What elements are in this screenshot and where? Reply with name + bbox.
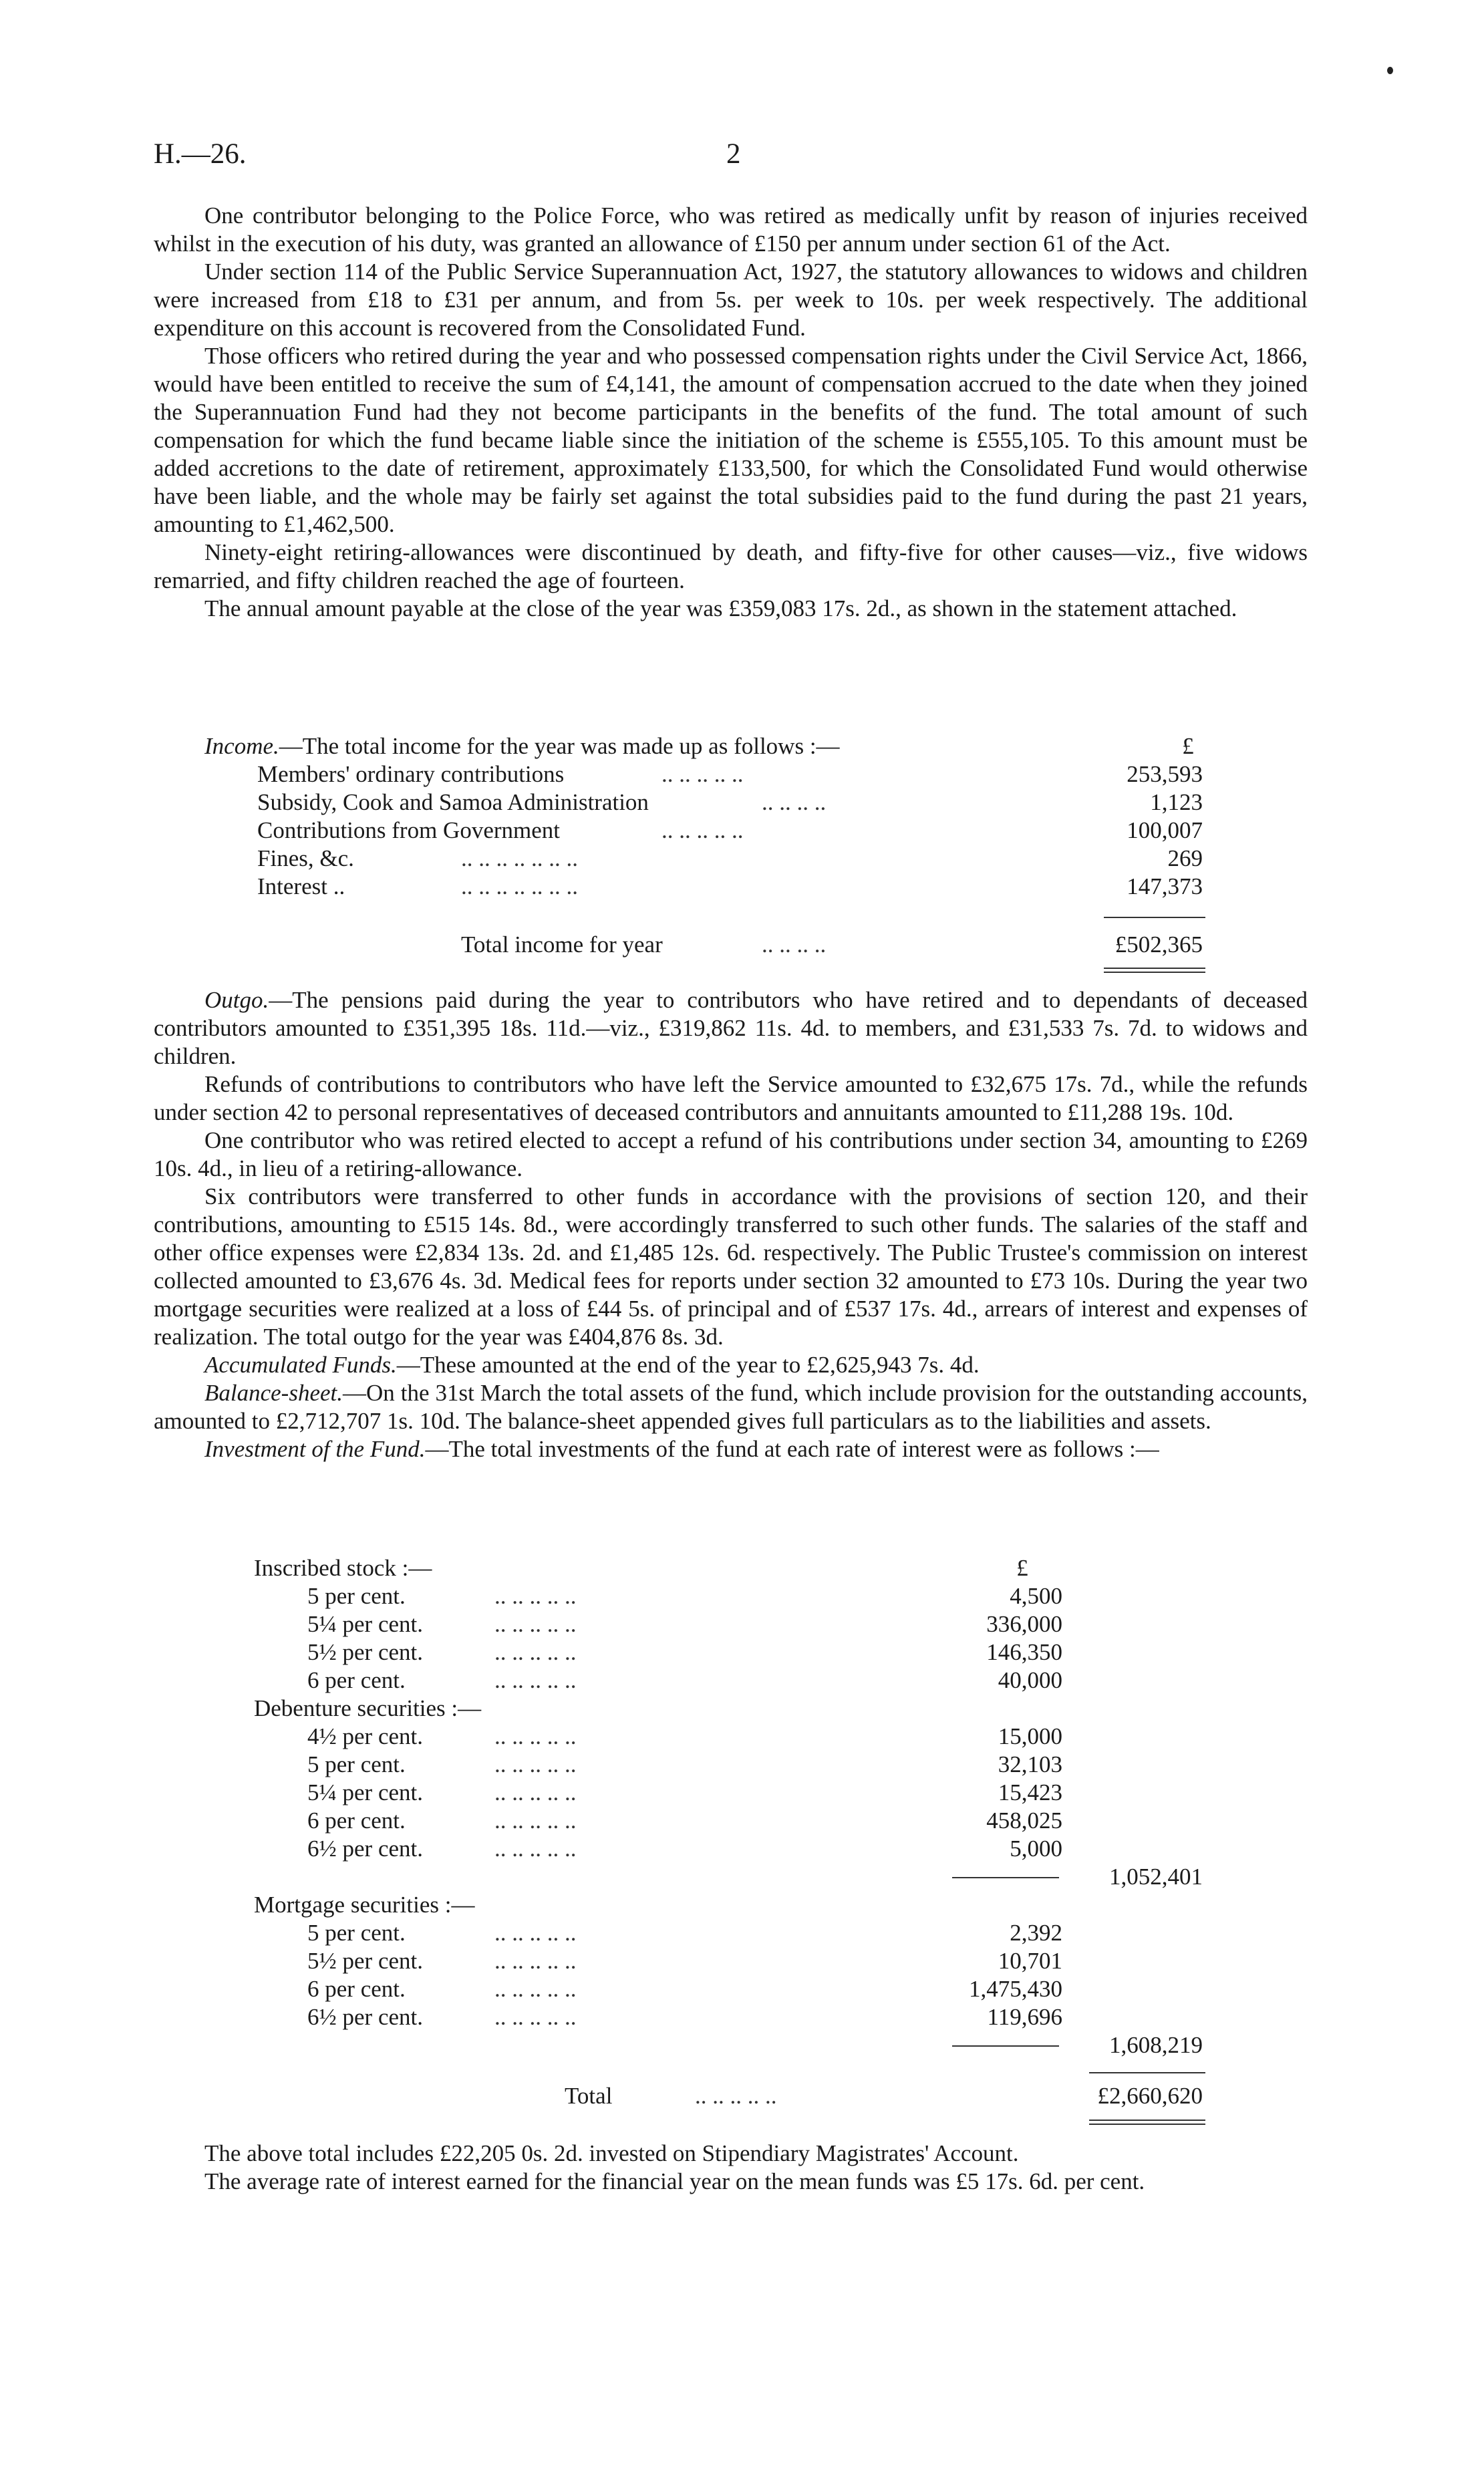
body-text-b xyxy=(154,986,1308,1463)
rate-value: 336,000 xyxy=(986,1611,1062,1637)
income-heading: Income. xyxy=(204,733,279,759)
rate-value: 4,500 xyxy=(1010,1583,1062,1609)
debenture-rule xyxy=(952,1877,1059,1878)
row-value: 147,373 xyxy=(1127,873,1203,899)
rate-label: 5 per cent. xyxy=(307,1751,406,1777)
leader-dots: .. .. .. .. .. xyxy=(494,1807,577,1834)
rate-label: 5 per cent. xyxy=(307,1583,406,1609)
table-row xyxy=(0,1666,1484,1695)
income-total-label: Total income for year xyxy=(461,931,663,958)
rate-label: 6½ per cent. xyxy=(307,2004,423,2030)
rate-value: 40,000 xyxy=(998,1667,1062,1693)
accumulated-paragraph: Accumulated Funds.—These amounted at the end of the year to £2,625,943 7s. 4d. xyxy=(204,1352,980,1378)
mortgage-rule xyxy=(952,2045,1059,2047)
table-row xyxy=(0,2003,1484,2031)
accumulated-heading: Accumulated Funds. xyxy=(204,1352,397,1378)
income-rule xyxy=(1104,917,1205,918)
leader-dots: .. .. .. .. .. xyxy=(695,2083,777,2109)
rate-value: 5,000 xyxy=(1010,1836,1062,1862)
rate-value: 458,025 xyxy=(986,1807,1062,1834)
paragraph: One contributor who was retired elected to accept a refund of his contributions under section 34, amounting to £269 10s. 4d., in lieu of a retiring-allowance. xyxy=(154,1127,1308,1181)
income-table xyxy=(0,760,1484,901)
paragraph: The average rate of interest earned for the financial year on the mean funds was £5 17s. 6d. per cent. xyxy=(204,2168,1145,2194)
rate-value: 1,475,430 xyxy=(969,1976,1062,2002)
page-mark xyxy=(1387,67,1393,74)
row-label: Interest .. xyxy=(257,873,345,899)
outgo-paragraph: Outgo.—The pensions paid during the year to contributors who have retired and to dependants of deceased contributors amounted to £351,395 18s. 11d.—viz., £319,862 11s. 4d. to members, and £31,533 7s. 7d. to widows and children. xyxy=(154,987,1308,1069)
table-row xyxy=(0,760,1484,788)
leader-dots: .. .. .. .. .. xyxy=(661,817,744,843)
row-value: 100,007 xyxy=(1127,817,1203,843)
table-row xyxy=(0,1779,1484,1807)
leader-dots: .. .. .. .. .. xyxy=(494,1667,577,1693)
group-title: Mortgage securities :— xyxy=(254,1892,475,1918)
table-row xyxy=(0,1610,1484,1638)
total-rule xyxy=(1089,2072,1205,2073)
rate-label: 6½ per cent. xyxy=(307,1836,423,1862)
rate-value: 15,000 xyxy=(998,1723,1062,1749)
row-label: Members' ordinary contributions xyxy=(257,761,565,787)
leader-dots: .. .. .. .. .. .. .. xyxy=(461,873,578,899)
leader-dots: .. .. .. .. .. xyxy=(494,1751,577,1777)
paragraph: The above total includes £22,205 0s. 2d. invested on Stipendiary Magistrates' Account. xyxy=(204,2140,1019,2166)
investment-table xyxy=(0,1554,1484,2059)
group-title-row xyxy=(0,1695,1484,1723)
table-row xyxy=(0,873,1484,901)
investment-intro: Investment of the Fund.—The total investments of the fund at each rate of interest were as follows :— xyxy=(204,1436,1159,1462)
row-value: 1,123 xyxy=(1150,789,1203,815)
table-row xyxy=(0,1723,1484,1751)
rate-value: 10,701 xyxy=(998,1948,1062,1974)
table-row xyxy=(0,1807,1484,1835)
rate-label: 6 per cent. xyxy=(307,1807,406,1834)
income-section xyxy=(154,732,1308,760)
leader-dots: .. .. .. .. .. xyxy=(494,1639,577,1665)
rate-label: 5¼ per cent. xyxy=(307,1779,423,1805)
rate-value: 2,392 xyxy=(1010,1920,1062,1946)
table-row xyxy=(0,1835,1484,1863)
outgo-heading: Outgo. xyxy=(204,987,269,1013)
rate-label: 5½ per cent. xyxy=(307,1639,423,1665)
group-title: Inscribed stock :— xyxy=(254,1555,432,1581)
table-row xyxy=(0,1975,1484,2003)
rate-label: 5¼ per cent. xyxy=(307,1611,423,1637)
group-subtotal: 1,608,219 xyxy=(1109,2032,1203,2058)
paragraph: One contributor belonging to the Police Force, who was retired as medically unfit by reason of injuries received whilst in the execution of his duty, was granted an allowance of £150 per annum under section 61 of the Act. xyxy=(154,202,1308,257)
leader-dots: .. .. .. .. .. xyxy=(494,1611,577,1637)
leader-dots: .. .. .. .. xyxy=(762,789,827,815)
leader-dots: .. .. .. .. xyxy=(762,931,827,958)
rate-label: 6 per cent. xyxy=(307,1667,406,1693)
leader-dots: .. .. .. .. .. xyxy=(494,2004,577,2030)
paragraph: Ninety-eight retiring-allowances were discontinued by death, and fifty-five for other causes—viz., five widows remarried, and fifty children reached the age of fourteen. xyxy=(154,539,1308,593)
balance-heading: Balance-sheet. xyxy=(204,1380,343,1406)
income-total-value: £502,365 xyxy=(1115,931,1203,958)
leader-dots: .. .. .. .. .. xyxy=(661,761,744,787)
rate-label: 6 per cent. xyxy=(307,1976,406,2002)
closing-text xyxy=(154,2140,1308,2196)
group-title-row xyxy=(0,1891,1484,1919)
income-double-rule xyxy=(1104,968,1205,973)
group-title: Debenture securities :— xyxy=(254,1695,482,1721)
rate-value: 119,696 xyxy=(987,2004,1062,2030)
table-row xyxy=(0,1947,1484,1975)
table-row xyxy=(0,1582,1484,1610)
income-total-row xyxy=(0,931,1484,959)
leader-dots: .. .. .. .. .. xyxy=(494,1976,577,2002)
investment-total-label: Total xyxy=(565,2083,613,2109)
rate-value: 146,350 xyxy=(986,1639,1062,1665)
subtotal-row xyxy=(0,2031,1484,2059)
investment-currency: £ xyxy=(1016,1555,1028,1581)
investment-total-row xyxy=(0,2082,1484,2110)
table-row xyxy=(0,788,1484,817)
investment-double-rule xyxy=(1089,2120,1205,2125)
rate-label: 4½ per cent. xyxy=(307,1723,423,1749)
leader-dots: .. .. .. .. .. xyxy=(494,1920,577,1946)
row-label: Subsidy, Cook and Samoa Administration xyxy=(257,789,649,815)
row-label: Contributions from Government xyxy=(257,817,561,843)
subtotal-row xyxy=(0,1863,1484,1891)
leader-dots: .. .. .. .. .. xyxy=(494,1583,577,1609)
leader-dots: .. .. .. .. .. xyxy=(494,1836,577,1862)
table-row xyxy=(0,1751,1484,1779)
paragraph: The annual amount payable at the close of the year was £359,083 17s. 2d., as shown in the statement attached. xyxy=(204,595,1237,621)
rate-value: 15,423 xyxy=(998,1779,1062,1805)
table-row xyxy=(0,1919,1484,1947)
rate-label: 5 per cent. xyxy=(307,1920,406,1946)
group-subtotal: 1,052,401 xyxy=(1109,1864,1203,1890)
page-number: 2 xyxy=(726,138,741,170)
leader-dots: .. .. .. .. .. xyxy=(494,1779,577,1805)
leader-dots: .. .. .. .. .. xyxy=(494,1948,577,1974)
row-value: 253,593 xyxy=(1127,761,1203,787)
paragraph: Under section 114 of the Public Service Superannuation Act, 1927, the statutory allowances to widows and children were increased from £18 to £31 per annum, and from 5s. per week to 10s. per week respectively. The additional expenditure on this account is recovered from the Consolidated Fund. xyxy=(154,259,1308,341)
paragraph: Refunds of contributions to contributors who have left the Service amounted to £32,675 17s. 7d., while the refunds under section 42 to personal representatives of deceased contributors and annuitants amounted to £11,288 19s. 10d. xyxy=(154,1071,1308,1125)
paragraph: Six contributors were transferred to other funds in accordance with the provisions of section 120, and their contributions, amounting to £515 14s. 8d., were accordingly transferred to such other funds. The salaries of the staff and other office expenses were £2,834 13s. 2d. and £1,485 12s. 6d. respectively. The Public Trustee's commission on interest collected amounted to £3,676 4s. 3d. Medical fees for reports under section 32 amounted to £73 10s. During the year two mortgage securities were realized at a loss of £44 5s. of principal and of £537 17s. 4d., arrears of interest and expenses of realization. The total outgo for the year was £404,876 8s. 3d. xyxy=(154,1183,1308,1350)
leader-dots: .. .. .. .. .. xyxy=(494,1723,577,1749)
balance-paragraph: Balance-sheet.—On the 31st March the total assets of the fund, which include provision for the outstanding accounts, amounted to £2,712,707 1s. 10d. The balance-sheet appended gives full particulars as to the liabilities and assets. xyxy=(154,1380,1308,1434)
table-row xyxy=(0,845,1484,873)
rate-value: 32,103 xyxy=(998,1751,1062,1777)
investment-total-value: £2,660,620 xyxy=(1097,2083,1203,2109)
document-reference: H.—26. xyxy=(154,138,247,170)
row-value: 269 xyxy=(1167,845,1203,871)
paragraph: Those officers who retired during the year and who possessed compensation rights under the Civil Service Act, 1866, would have been entitled to receive the sum of £4,141, the amount of compensation accrued to the date when they joined the Superannuation Fund had they not become participants in the benefits of the fund. The total amount of such compensation for which the fund became liable since the initiation of the scheme is £555,105. To this amount must be added accretions to the date of retirement, approximately £133,500, for which the Consolidated Fund would otherwise have been liable, and the whole may be fairly set against the total subsidies paid to the fund during the past 21 years, amounting to £1,462,500. xyxy=(154,343,1308,537)
leader-dots: .. .. .. .. .. .. .. xyxy=(461,845,578,871)
table-row xyxy=(0,1638,1484,1666)
table-row xyxy=(0,817,1484,845)
body-text-a xyxy=(154,202,1308,623)
income-currency: £ xyxy=(1182,733,1194,759)
income-intro: Income.—The total income for the year was made up as follows :— xyxy=(204,733,840,759)
group-title-row xyxy=(0,1554,1484,1582)
row-label: Fines, &c. xyxy=(257,845,354,871)
investment-heading: Investment of the Fund. xyxy=(204,1436,426,1462)
page-header xyxy=(154,140,1330,178)
rate-label: 5½ per cent. xyxy=(307,1948,423,1974)
